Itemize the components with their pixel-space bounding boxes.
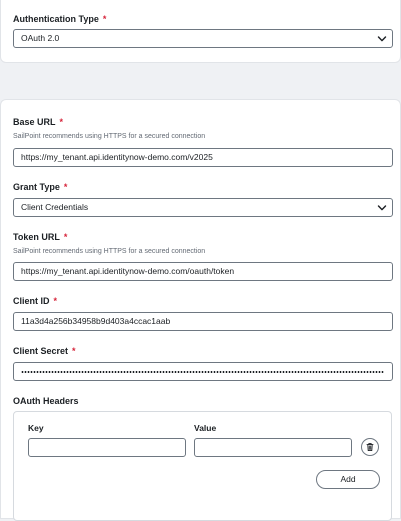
chevron-down-icon [377, 203, 387, 213]
client-secret-label: Client Secret * [13, 346, 76, 356]
required-mark: * [53, 296, 58, 306]
client-id-input[interactable] [13, 312, 393, 331]
delete-header-button[interactable] [361, 438, 379, 456]
required-mark: * [63, 232, 68, 242]
client-secret-input[interactable] [13, 362, 393, 381]
oauth-headers-panel [13, 411, 392, 521]
header-value-input[interactable] [194, 438, 352, 457]
token-url-hint: SailPoint recommends using HTTPS for a secured connection [13, 248, 206, 255]
grant-type-label: Grant Type * [13, 182, 68, 192]
base-url-hint: SailPoint recommends using HTTPS for a secured connection [13, 133, 206, 140]
required-mark: * [102, 14, 107, 24]
token-url-label: Token URL * [13, 232, 68, 242]
auth-type-select[interactable] [13, 29, 393, 48]
add-header-button[interactable]: Add [316, 470, 380, 489]
client-id-value: 11a3d4a256b34958b9d403a4ccac1aab [21, 316, 171, 326]
token-url-input[interactable] [13, 262, 393, 281]
required-mark: * [63, 182, 68, 192]
grant-type-select[interactable] [13, 198, 393, 217]
masked-secret [21, 371, 384, 373]
key-column-label: Key [28, 423, 44, 433]
base-url-value: https://my_tenant.api.identitynow-demo.com/v2025 [21, 152, 213, 162]
client-id-label: Client ID * [13, 296, 58, 306]
auth-type-value: OAuth 2.0 [21, 33, 60, 43]
oauth-headers-label: OAuth Headers [13, 396, 79, 406]
chevron-down-icon [377, 34, 387, 44]
required-mark: * [59, 117, 64, 127]
required-mark: * [72, 346, 76, 356]
auth-type-label: Authentication Type * [13, 14, 107, 24]
header-key-input[interactable] [28, 438, 186, 457]
grant-type-value: Client Credentials [21, 202, 89, 212]
value-column-label: Value [194, 423, 217, 433]
token-url-value: https://my_tenant.api.identitynow-demo.com/oauth/token [21, 266, 235, 276]
trash-icon [365, 442, 375, 452]
base-url-label: Base URL * [13, 117, 64, 127]
base-url-input[interactable] [13, 148, 393, 167]
